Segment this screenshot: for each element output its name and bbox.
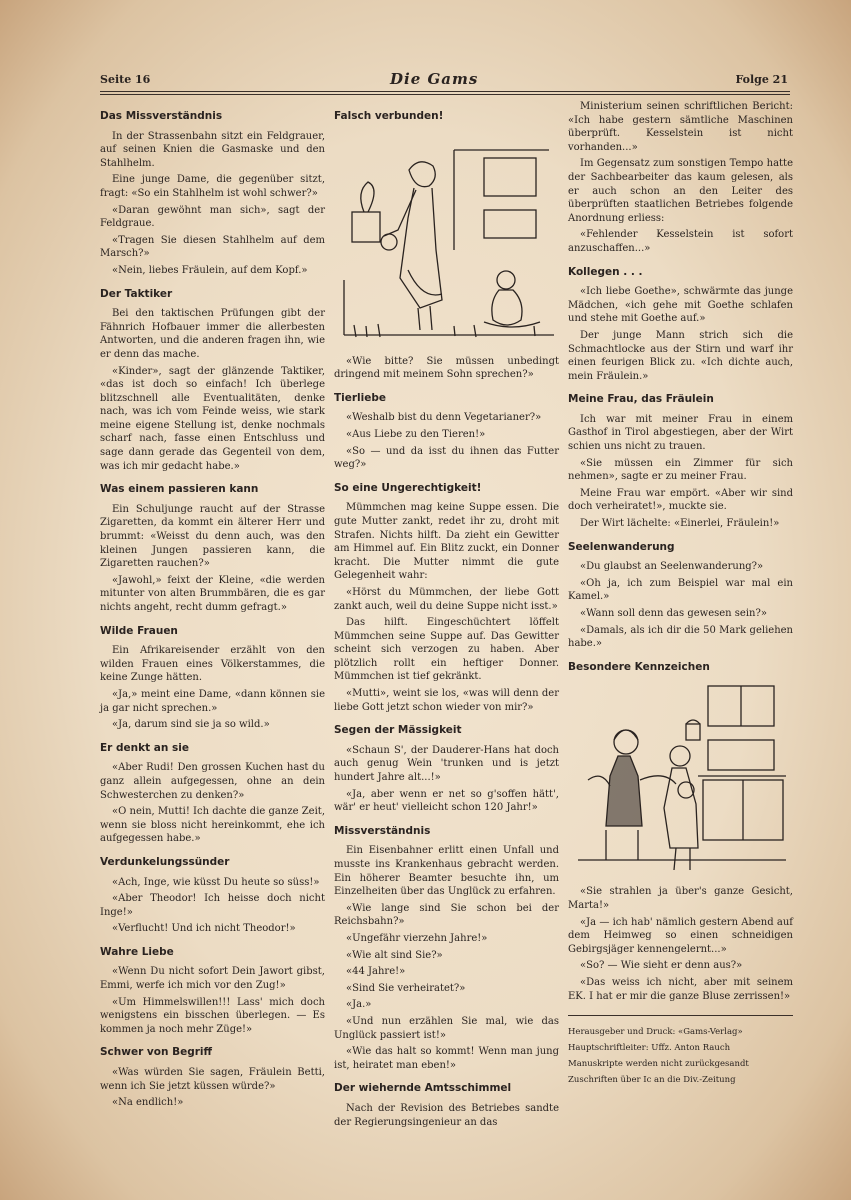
article-paragraph: «Na endlich!» xyxy=(112,1097,184,1109)
article-paragraph: «Weshalb bist du denn Vegetarianer?» xyxy=(346,412,542,424)
article-title: Kollegen . . . xyxy=(568,265,643,278)
imprint-line: Hauptschriftleiter: Uffz. Anton Rauch xyxy=(568,1043,731,1054)
article xyxy=(100,625,325,732)
article xyxy=(334,724,559,815)
article-paragraph: «44 Jahre!» xyxy=(346,966,406,978)
article xyxy=(100,946,325,1037)
header-rule-bottom xyxy=(100,94,790,95)
article xyxy=(568,885,793,1003)
article-paragraph: «Aus Liebe zu den Tieren!» xyxy=(346,428,486,440)
article-title: Der Taktiker xyxy=(100,287,173,300)
article xyxy=(100,110,325,278)
article xyxy=(334,825,559,1073)
article xyxy=(100,483,325,614)
article-paragraph: «Sie strahlen ja über's ganze Gesicht, Marta!» xyxy=(568,886,793,911)
column-2 xyxy=(334,100,559,1132)
article-paragraph: «O nein, Mutti! Ich dachte die ganze Zeit, wenn sie bloss nicht hereinkommt, ehe ich aufgegessen habe.» xyxy=(100,806,325,845)
article-title: Schwer von Begriff xyxy=(100,1046,213,1059)
article-title: Falsch verbunden! xyxy=(334,110,444,122)
header-rule-top xyxy=(100,91,790,92)
article xyxy=(568,266,793,384)
article-paragraph: «Wie lange sind Sie schon bei der Reichsbahn?» xyxy=(334,902,559,928)
article xyxy=(100,1046,325,1109)
article-paragraph: «Mutti», weint sie los, «was will denn der liebe Gott jetzt schon wieder von mir?» xyxy=(334,688,559,713)
article-paragraph: Ein Schuljunge raucht auf der Strasse Zigaretten, da kommt ein älterer Herr und brummt: «Weisst du denn auch, was den kleinen Jungen passieren kann, die Zigaretten rauchen?» xyxy=(100,503,325,570)
article-title: Seelenwanderung xyxy=(568,540,675,553)
article-paragraph: «Daran gewöhnt man sich», sagt der Feldgraue. xyxy=(100,204,325,230)
article-paragraph: «Aber Rudi! Den grossen Kuchen hast du ganz allein aufgegessen, ohne an dein Schwesterchen zu denken?» xyxy=(100,762,325,801)
article xyxy=(568,100,793,256)
article-paragraph: «Was würden Sie sagen, Fräulein Betti, wenn ich Sie jetzt küssen würde?» xyxy=(100,1067,325,1092)
article-title: Verdunkelungssünder xyxy=(100,855,230,868)
article-title: Besondere Kennzeichen xyxy=(568,660,710,673)
telephone-cartoon-illustration xyxy=(334,130,559,345)
article-paragraph: «So? — Wie sieht er denn aus?» xyxy=(580,960,743,972)
article-paragraph: «Damals, als ich dir die 50 Mark geliehen habe.» xyxy=(568,624,793,650)
article xyxy=(100,288,325,474)
article xyxy=(568,541,793,651)
article-title: Das Missverständnis xyxy=(100,110,223,122)
article-paragraph: «Nein, liebes Fräulein, auf dem Kopf.» xyxy=(112,264,308,276)
article xyxy=(568,661,793,876)
article-title: Er denkt an sie xyxy=(100,741,189,754)
page-number: Seite 16 xyxy=(100,73,151,86)
article-paragraph: Das hilft. Eingeschüchtert löffelt Mümmchen seine Suppe auf. Das Gewitter scheint sich verzogen zu haben. Aber plötzlich rollt ein heftiger Donner. Mümmchen ist tief gekränkt. xyxy=(334,617,559,683)
article-title: Segen der Mässigkeit xyxy=(334,724,462,737)
article-title: Wilde Frauen xyxy=(100,624,178,637)
imprint-line: Manuskripte werden nicht zurückgesandt xyxy=(568,1059,749,1070)
article-title: Was einem passieren kann xyxy=(100,483,259,496)
article-paragraph: «Verflucht! Und ich nicht Theodor!» xyxy=(112,923,296,935)
article-paragraph: «Fehlender Kesselstein ist sofort anzuschaffen...» xyxy=(568,229,793,254)
column-1 xyxy=(100,100,325,1113)
article-paragraph: «Das weiss ich nicht, aber mit seinem EK. I hat er mir die ganze Bluse zerrissen!» xyxy=(568,976,793,1002)
imprint xyxy=(568,1024,793,1088)
article-paragraph: Nach der Revision des Betriebes sandte der Regierungsingenieur an das xyxy=(334,1102,559,1128)
article-paragraph: «Wie bitte? Sie müssen unbedingt dringend mit meinem Sohn sprechen?» xyxy=(334,355,559,381)
article-paragraph: «Um Himmelswillen!!! Lass' mich doch wenigstens ein bisschen überlegen. — Es kommen ja noch mehr Züge!» xyxy=(100,996,325,1035)
article-paragraph: «Hörst du Mümmchen, der liebe Gott zankt auch, weil du deine Suppe nicht isst.» xyxy=(334,586,559,612)
article-paragraph: «Ach, Inge, wie küsst Du heute so süss!» xyxy=(112,876,320,888)
article-paragraph: Der junge Mann strich sich die Schmachtlocke aus der Stirn und warf ihr einen feurigen Blick zu. «Ich dichte auch, mein Fräulein.» xyxy=(568,329,793,382)
article-title: Tierliebe xyxy=(334,391,387,404)
article-paragraph: «Wann soll denn das gewesen sein?» xyxy=(580,608,767,619)
article-paragraph: Ein Eisenbahner erlitt einen Unfall und musste ins Krankenhaus gebracht werden. Ein höherer Beamter besuchte ihn, um Einzelheiten über das Unglück zu erfahren. xyxy=(334,845,559,898)
article-paragraph: «Ungefähr vierzehn Jahre!» xyxy=(346,932,488,944)
article-paragraph: «Aber Theodor! Ich heisse doch nicht Inge!» xyxy=(100,893,325,918)
article xyxy=(334,110,559,345)
article-paragraph: «Wie alt sind Sie?» xyxy=(346,949,443,961)
article xyxy=(334,392,559,472)
article-paragraph: «Tragen Sie diesen Stahlhelm auf dem Marsch?» xyxy=(100,234,325,260)
article-paragraph: «Du glaubst an Seelenwanderung?» xyxy=(580,561,764,573)
article-title: So eine Ungerechtigkeit! xyxy=(334,481,482,494)
imprint-separator xyxy=(568,1015,793,1016)
article-paragraph: Mümmchen mag keine Suppe essen. Die gute Mutter zankt, redet ihr zu, droht mit Strafen. Nichts hilft. Da zieht ein Gewitter am Himmel auf. Ein Blitz zuckt, ein Donner kracht. Die Mutter nimmt die gute Gelegenheit wahr: xyxy=(334,502,559,582)
article-paragraph: Ich war mit meiner Frau in einem Gasthof in Tirol abgestiegen, aber der Wirt schien uns nicht zu trauen. xyxy=(568,413,793,453)
article-paragraph: «Sind Sie verheiratet?» xyxy=(346,982,466,994)
article-paragraph: «Ja, aber wenn er net so g'soffen hätt', wär' er heut' vielleicht schon 120 Jahr!» xyxy=(334,788,559,814)
article-paragraph: «Ja — ich hab' nämlich gestern Abend auf dem Heimweg so einen schneidigen Gebirgsjäger kennengelernt...» xyxy=(568,916,793,955)
article xyxy=(568,393,793,530)
imprint-line: Zuschriften über Ic an die Div.-Zeitung xyxy=(568,1075,736,1086)
article-paragraph: «Ja, darum sind sie ja so wild.» xyxy=(112,719,270,731)
article-paragraph: «Wenn Du nicht sofort Dein Jawort gibst, Emmi, werfe ich mich vor den Zug!» xyxy=(100,966,325,992)
article-title: Der wiehernde Amtsschimmel xyxy=(334,1082,512,1095)
article-paragraph: «So — und da isst du ihnen das Futter weg?» xyxy=(334,445,559,471)
article-paragraph: «Sie müssen ein Zimmer für sich nehmen», sagte er zu meiner Frau. xyxy=(568,457,793,483)
article xyxy=(334,355,559,382)
issue-number: Folge 21 xyxy=(735,73,788,86)
article-title: Meine Frau, das Fräulein xyxy=(568,393,714,406)
article xyxy=(100,742,325,846)
article-paragraph: «Kinder», sagt der glänzende Taktiker, «das ist doch so einfach! Ich überlege blitzschnell alle Eventualitäten, denke nach, was ich vom Feinde weiss, wie stark meine eigene Stellung ist, denke nochmals scharf nach, fasse einen Entschluss und sage dann gerade das Gegenteil von dem, was ich mir gedacht habe.» xyxy=(100,365,325,472)
article-paragraph: «Ja,» meint eine Dame, «dann können sie ja gar nicht sprechen.» xyxy=(100,688,325,714)
newspaper-title: Die Gams xyxy=(390,70,479,88)
article xyxy=(100,856,325,936)
article xyxy=(334,482,559,715)
article-paragraph: In der Strassenbahn sitzt ein Feldgrauer, auf seinen Knien die Gasmaske und den Stahlhelm. xyxy=(100,130,325,169)
article-paragraph: «Schaun S', der Dauderer-Hans hat doch auch genug Wein 'trunken und is jetzt hundert Jahre alt...!» xyxy=(334,744,559,784)
article-title: Missverständnis xyxy=(334,824,431,837)
article-paragraph: «Und nun erzählen Sie mal, wie das Unglück passiert ist!» xyxy=(334,1015,559,1041)
kitchen-cartoon-illustration xyxy=(568,680,793,875)
article-paragraph: «Ich liebe Goethe», schwärmte das junge Mädchen, «ich gehe mit Goethe schlafen und stehe mit Goethe auf.» xyxy=(568,286,793,325)
article-title: Wahre Liebe xyxy=(100,945,174,958)
article-paragraph: Bei den taktischen Prüfungen gibt der Fähnrich Hofbauer immer die allerbesten Antworten, und die anderen fragen ihn, wie er denn das mache. xyxy=(100,308,325,360)
article xyxy=(334,1082,559,1129)
article-paragraph: «Wie das halt so kommt! Wenn man jung ist, heiratet man eben!» xyxy=(334,1046,559,1071)
article-paragraph: Meine Frau war empört. «Aber wir sind doch verheiratet!», muckte sie. xyxy=(568,487,793,513)
column-3 xyxy=(568,100,793,1088)
article-paragraph: Im Gegensatz zum sonstigen Tempo hatte der Sachbearbeiter das kaum gelesen, als er auch schon an den Leiter des überprüften staatlichen Betriebes folgende Anordnung erliess: xyxy=(568,158,793,224)
imprint-line: Herausgeber und Druck: «Gams-Verlag» xyxy=(568,1027,743,1038)
article-paragraph: Ministerium seinen schriftlichen Bericht: «Ich habe gestern sämtliche Maschinen überprüft. Kesselstein ist nicht vorhanden...» xyxy=(568,101,793,153)
article-paragraph: Eine junge Dame, die gegenüber sitzt, fragt: «So ein Stahlhelm ist wohl schwer?» xyxy=(100,174,325,199)
article-paragraph: «Ja.» xyxy=(346,999,372,1011)
article-paragraph: Ein Afrikareisender erzählt von den wilden Frauen eines Völkerstammes, die keine Zunge hätten. xyxy=(100,645,325,684)
page-header xyxy=(100,70,790,90)
article-paragraph: «Jawohl,» feixt der Kleine, «die werden mitunter von alten Brummbären, die es gar nichts angeht, recht dumm gefragt.» xyxy=(100,574,325,613)
article-paragraph: Der Wirt lächelte: «Einerlei, Fräulein!» xyxy=(580,518,780,530)
article-paragraph: «Oh ja, ich zum Beispiel war mal ein Kamel.» xyxy=(568,577,793,603)
